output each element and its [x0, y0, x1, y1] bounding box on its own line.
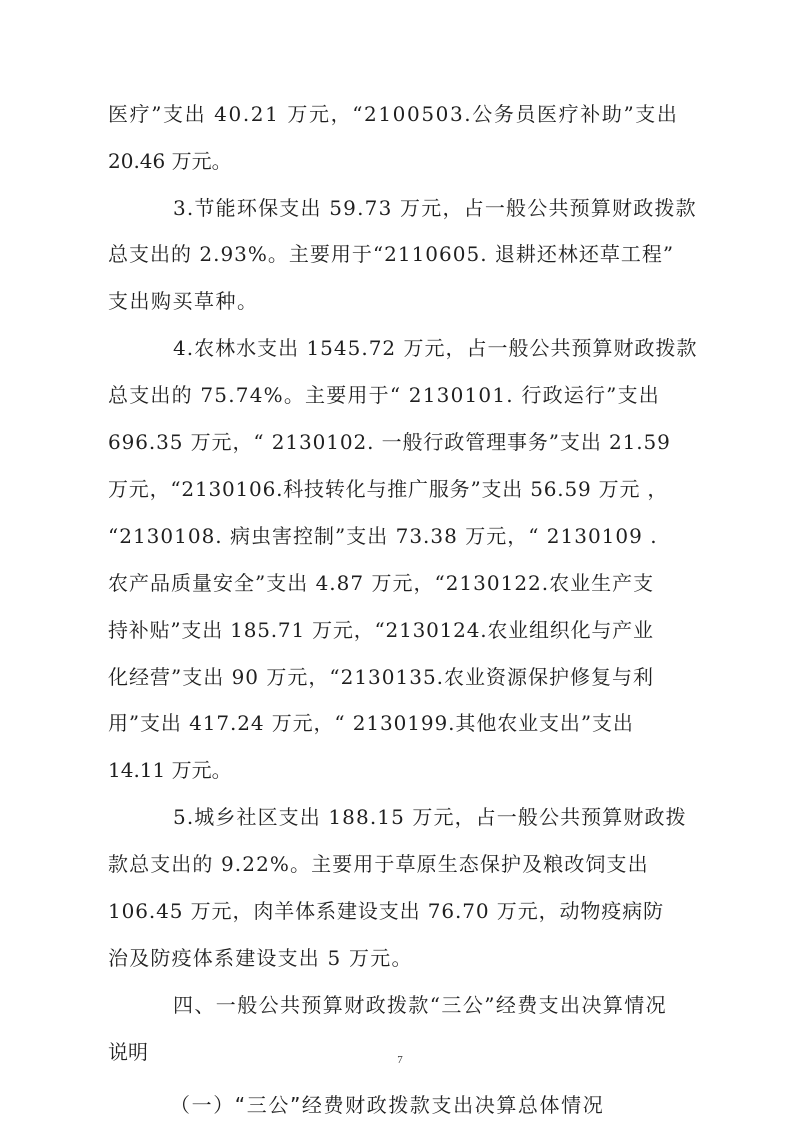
- body-text-line: 总支出的 75.74%。主要用于“ 2130101. 行政运行”支出: [108, 383, 661, 407]
- body-text-line: 106.45 万元，肉羊体系建设支出 76.70 万元，动物疫病防: [108, 899, 665, 923]
- body-text-line: 化经营”支出 90 万元，“2130135.农业资源保护修复与利: [108, 665, 655, 689]
- body-text-line: 5.城乡社区支出 188.15 万元，占一般公共预算财政拨: [173, 805, 687, 829]
- body-text-line: 696.35 万元，“ 2130102. 一般行政管理事务”支出 21.59: [108, 430, 671, 454]
- section-heading: 四、一般公共预算财政拨款“三公”经费支出决算情况: [173, 993, 668, 1017]
- body-text-line: 4.农林水支出 1545.72 万元，占一般公共预算财政拨款: [173, 336, 698, 360]
- body-text-line: 万元，“2130106.科技转化与推广服务”支出 56.59 万元 ，: [108, 477, 669, 501]
- body-text-line: 农产品质量安全”支出 4.87 万元，“2130122.农业生产支: [108, 571, 655, 595]
- body-text-line: 总支出的 2.93%。主要用于“2110605. 退耕还林还草工程”: [108, 242, 675, 266]
- body-text-line: 医疗”支出 40.21 万元，“2100503.公务员医疗补助”支出: [108, 102, 679, 126]
- body-text-line: “2130108. 病虫害控制”支出 73.38 万元，“ 2130109 .: [108, 524, 658, 548]
- body-text-line: 20.46 万元。: [108, 149, 232, 173]
- body-text-line: 治及防疫体系建设支出 5 万元。: [108, 946, 413, 970]
- body-text-line: 支出购买草种。: [108, 289, 259, 313]
- page-number: 7: [397, 1054, 403, 1066]
- body-text-line: 14.11 万元。: [108, 758, 232, 782]
- subsection-heading: （一）“三公”经费财政拨款支出决算总体情况: [170, 1093, 605, 1117]
- section-heading: 说明: [108, 1040, 148, 1064]
- body-text-line: 持补贴”支出 185.71 万元，“2130124.农业组织化与产业: [108, 618, 654, 642]
- body-text-line: 用”支出 417.24 万元，“ 2130199.其他农业支出”支出: [108, 711, 634, 735]
- body-text-line: 款总支出的 9.22%。主要用于草原生态保护及粮改饲支出: [108, 852, 649, 876]
- body-text-line: 3.节能环保支出 59.73 万元，占一般公共预算财政拨款: [173, 196, 697, 220]
